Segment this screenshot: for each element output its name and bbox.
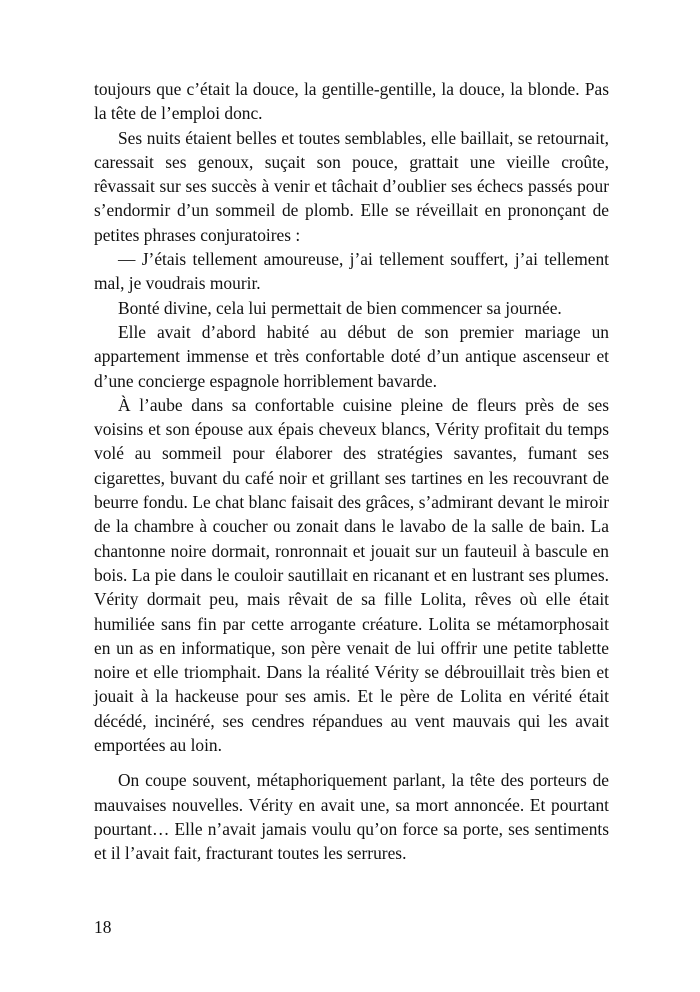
paragraph-1: toujours que c’était la douce, la gentille-gentille, la douce, la blonde. Pas la tête de l’emploi donc.	[94, 79, 609, 124]
page-number: 18	[94, 917, 112, 937]
paragraph-5: Elle avait d’abord habité au début de son premier mariage un appartement immense et très confortable doté d’un antique ascenseur et d’une concierge espagnole horriblement bavarde.	[94, 321, 609, 391]
paragraph-7: On coupe souvent, métaphoriquement parlant, la tête des porteurs de mauvaises nouvelles. Vérity en avait une, sa mort annoncée. Et pourtant pourtant… Elle n’avait jamais voulu qu’on force sa porte, ses sentiments et il l’avait fait, fracturant toutes les serrures.	[94, 770, 609, 864]
paragraph-2: Ses nuits étaient belles et toutes semblables, elle baillait, se retournait, caressait ses genoux, suçait son pouce, grattait une vieille croûte, rêvassait sur ses succès à venir et tâchait d’oublier ses échecs passés pour s’endormir d’un sommeil de plomb. Elle se réveillait en prononçant de petites phrases conjuratoires :	[94, 127, 609, 245]
paragraph-3-dialogue: — J’étais tellement amoureuse, j’ai tellement souffert, j’ai tellement mal, je voudrais mourir.	[94, 249, 609, 294]
paragraph-4: Bonté divine, cela lui permettait de bien commencer sa journée.	[118, 297, 562, 318]
paragraph-6: À l’aube dans sa confortable cuisine pleine de fleurs près de ses voisins et son épouse aux épais cheveux blancs, Vérity profitait du temps volé au sommeil pour élaborer des stratégies savantes, fumant ses cigarettes, buvant du café noir et grillant ses tartines en les recouvrant de beurre fondu. Le chat blanc faisait des grâces, s’admirant devant le miroir de la chambre à coucher ou zonait dans le lavabo de la salle de bain. La chantonne noire dormait, ronronnait et jouait sur un fauteuil à bascule en bois. La pie dans le couloir sautillait en ricanant et en lustrant ses plumes. Vérity dormait peu, mais rêvait de sa fille Lolita, rêves où elle était humiliée sans fin par cette arrogante créature. Lolita se métamorphosait en un as en informatique, son père venait de lui offrir une petite tablette noire et elle triomphait. Dans la réalité Vérity se débrouillait très bien et jouait à la hackeuse pour ses amis. Et le père de Lolita en vérité était décédé, incinéré, ses cendres répandues au vent mauvais qui les avait emportées au loin.	[94, 394, 609, 756]
page-body	[94, 77, 609, 866]
